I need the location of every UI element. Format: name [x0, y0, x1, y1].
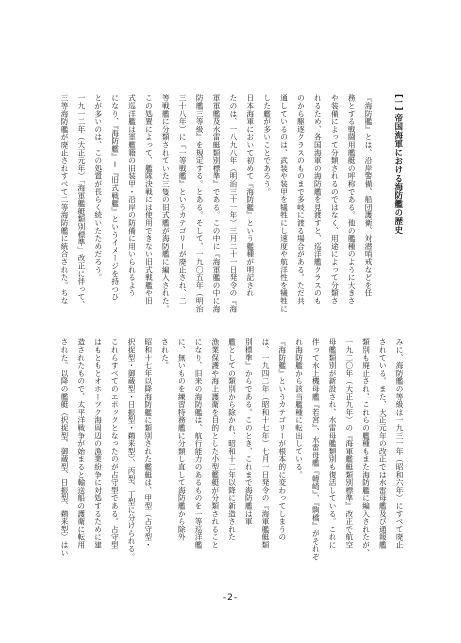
- page-number: -2-: [222, 593, 239, 603]
- text-column: 式巡洋艦は軍艦籍の旧装甲・沿岸の防備に用いられるよう: [127, 94, 137, 297]
- text-column: 艦としての類別から除かれ、昭和十二年以降に新造された: [227, 338, 237, 541]
- text-column: された。: [160, 338, 170, 370]
- text-column: れるため、各国海軍の海防艦を見渡すと、巡洋艦クラスのも: [313, 94, 323, 305]
- upper-text-block: [60, 94, 403, 316]
- text-column: 一九二〇年（大正九年）の『海軍艦艇類別標準』改正で航空: [344, 338, 354, 549]
- text-column: や装備によって分類されるのではなく、用途によって分類さ: [330, 94, 340, 305]
- text-column: 造されたもので、太平洋戦争が始まると輸送船の護衛に転用: [76, 338, 86, 549]
- text-column: された。以降の艦艇（択捉型、御蔵型、日振型、鵜来型）はい: [60, 338, 69, 557]
- text-column: した艦が多いことであろう。: [262, 94, 272, 196]
- text-column: この処置によって、艦隊決戦には使用できない旧式戦艦や旧: [144, 94, 154, 305]
- text-column: になり、『海防艦』＝『旧式戦艦』というイメージを持つひ: [110, 94, 120, 301]
- text-column: 昭和十七年以降海防艦に類別された艦艇は、甲型（占守型・: [143, 338, 153, 549]
- text-column: 日本海軍において初めて『海防艦』という艦種が明記され: [245, 94, 255, 297]
- section-heading: [一] 帝国海軍における海防艦の歴史: [393, 94, 404, 235]
- text-column: 防艦三等級』を規定する。とある。そして、一九〇五年（明治: [195, 94, 205, 313]
- text-column: は、一九四二年（昭和十七年）七月一日発令の『海軍艦艇類: [261, 338, 270, 549]
- text-column: 務とする戦闘用艦艇の呼称である。他の艦種のように大きさ: [347, 94, 357, 305]
- text-column: 『海防艦』というカテゴリーが根本的に変わってしまうの: [277, 338, 287, 541]
- text-column: に、無いものを練習特務艦に分類し直して海防艦から除外: [177, 338, 187, 541]
- text-column: 三十八年）に『一等戦艦』というカテゴリーが廃止され、二: [178, 94, 188, 305]
- text-column: 一九一二年（大正元年）「海軍艦艇類別標準」改正に伴って、: [76, 94, 86, 309]
- text-column: 伴って水上機母艦『若宮』、水雷母艦『韓崎』、『駒橋』がそれぞ: [311, 338, 321, 561]
- text-column: 漁業保護や海上護衛を目的とした小型艦艇が分類されること: [210, 338, 220, 549]
- text-column: たのは、一八九八年（明治三十一年）三月二十一日発令の『海: [228, 94, 238, 313]
- text-column: 等戦艦に分類されていた三隻の旧式艦が海防艦に編入された。: [161, 94, 171, 313]
- text-column: になり、旧来の海防艦は、航行能力のあるものを一等巡洋艦: [194, 338, 203, 549]
- text-column: 母艦類別が新設され、水雷母艦類別も復活している。これに: [328, 338, 337, 549]
- text-column: 三等海防艦が廃止されすべて二等海防艦に統合された。ちな: [60, 94, 69, 305]
- body-text: [60, 94, 403, 560]
- text-column: これらすべてのエポックとなったのが占守型である。占守型: [110, 338, 120, 549]
- text-column: 軍軍艦及水雷艇類別標準』である。この中に『海軍艦の中に海: [212, 94, 222, 313]
- text-column: 『海防艦』とは、沿岸警備、船団護衛、対潜哨戒などを任: [364, 94, 374, 297]
- lower-text-block: [60, 338, 403, 560]
- text-column: 別標準』からである。このとき、これまで海防艦は軍: [244, 338, 254, 526]
- text-column: れ海防艦から該当艦種に転出している。: [294, 338, 304, 479]
- heading-gap: [381, 94, 386, 316]
- text-column: のから駆逐クラスのものまで多岐に渡る場合がある。ただ共: [296, 94, 306, 305]
- text-column: 類別も廃止され、これらの艦種もまた海防艦に編入されたが、: [361, 338, 371, 557]
- text-column: とが多いのは、この処置が長らく続いたためだろう。: [93, 94, 103, 282]
- text-column: されている。また、大正元年の改正では水雷母艦及び通報艦: [378, 338, 388, 549]
- text-column: 通しているのは、武装や装甲を犠牲にし速度や航洋性を犠牲に: [279, 94, 289, 313]
- text-column: はもともとオホーツク海周辺の漁業紛争に対処するために建: [93, 338, 103, 549]
- text-column: 択捉型・御蔵型・日振型・鵜来型）、丙型、丁型に分けられる。: [127, 338, 136, 561]
- text-column: みに、海防艦の等級は一九三一年（昭和六年）にすべて廃止: [395, 338, 404, 549]
